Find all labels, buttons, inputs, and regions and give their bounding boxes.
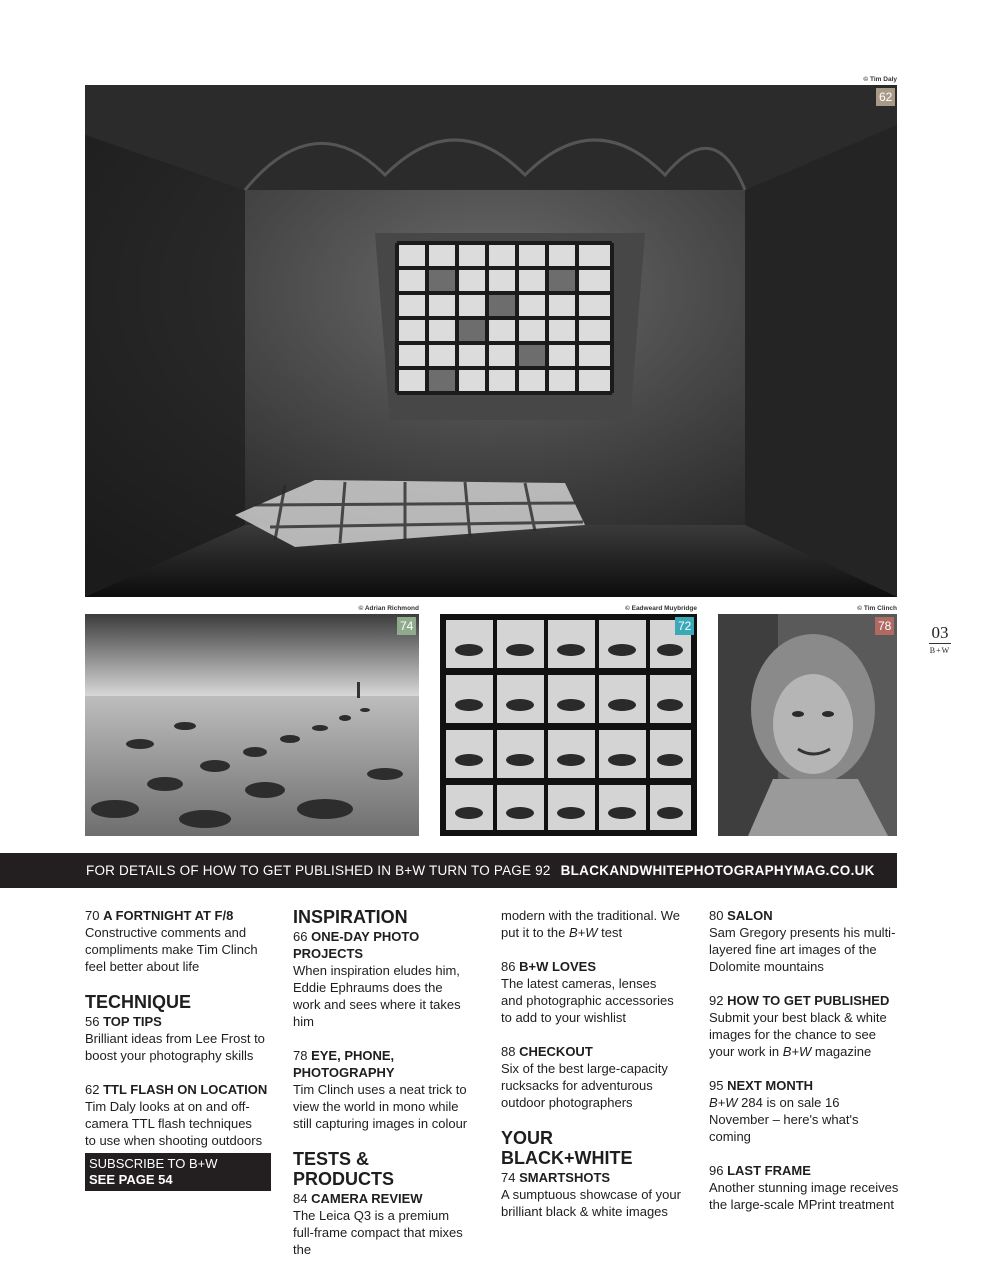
entry-title: NEXT MONTH (727, 1078, 814, 1093)
page-number: 03 (931, 623, 949, 642)
entry-description: Brilliant ideas from Lee Frost to boost your photography skills (85, 1031, 265, 1063)
entry-title: HOW TO GET PUBLISHED (727, 993, 890, 1008)
entry-description: Tim Clinch uses a neat trick to view the world in mono while still capturing images in colour (293, 1082, 468, 1131)
photo-credit-left: © Adrian Richmond (358, 605, 419, 612)
contents-entry[interactable] (85, 1081, 275, 1149)
entry-page: 56 (85, 1014, 100, 1029)
entry-page: 96 (709, 1163, 724, 1178)
entry-page: 66 (293, 929, 308, 944)
entry-title: SMARTSHOTS (519, 1170, 611, 1185)
photo-horse-sequence (440, 614, 697, 836)
entry-title: TOP TIPS (103, 1014, 162, 1029)
entry-description: Tim Daly looks at on and off-camera TTL flash techniques to use when shooting outdoors (85, 1099, 263, 1148)
contents-column-2 (293, 907, 473, 1275)
entry-description: Constructive comments and compliments make Tim Clinch feel better about life (85, 925, 258, 974)
folio-rule (929, 643, 951, 644)
contents-entry[interactable] (501, 1043, 681, 1111)
entry-title: EYE, PHONE, PHOTOGRAPHY (293, 1048, 395, 1080)
page-folio (929, 624, 951, 655)
photo-portrait-woman (718, 614, 897, 836)
section-heading-technique: TECHNIQUE (85, 992, 192, 1012)
contents-entry[interactable] (501, 958, 681, 1026)
contents-column-3 (501, 907, 681, 1237)
contents-entry[interactable] (709, 992, 899, 1060)
subscribe-box[interactable] (85, 1153, 271, 1191)
main-photo-abandoned-room (85, 85, 897, 597)
entry-description: The latest cameras, lenses and photographic accessories to add to your wishlist (501, 976, 674, 1025)
entry-page: 78 (293, 1048, 308, 1063)
entry-description: Six of the best large-capacity rucksacks for adventurous outdoor photographers (501, 1061, 668, 1110)
entry-description: Submit your best black & white images for the chance to see your work in B+W magazine (709, 1010, 887, 1059)
contents-entry[interactable] (709, 1162, 899, 1213)
entry-page: 62 (85, 1082, 100, 1097)
entry-page: 86 (501, 959, 516, 974)
entry-title: SALON (727, 908, 773, 923)
entry-title: CAMERA REVIEW (311, 1191, 423, 1206)
entry-description: The Leica Q3 is a premium full-frame compact that mixes the (293, 1208, 463, 1257)
contents-entry[interactable] (709, 1077, 899, 1145)
contents-entry[interactable] (293, 1047, 473, 1132)
contents-entry[interactable] (293, 928, 473, 1030)
page-badge-middle: 72 (675, 617, 694, 635)
section-heading-tests-products: TESTS & PRODUCTS (293, 1149, 395, 1189)
entry-page: 80 (709, 908, 724, 923)
entry-title: B+W LOVES (519, 959, 597, 974)
entry-title: A FORTNIGHT AT F/8 (103, 908, 234, 923)
entry-description: Another stunning image receives the large-scale MPrint treatment (709, 1180, 899, 1212)
entry-page: 70 (85, 908, 100, 923)
contents-column-4 (709, 907, 899, 1230)
website-link[interactable]: BLACKANDWHITEPHOTOGRAPHYMAG.CO.UK (560, 863, 875, 878)
page-badge-right: 78 (875, 617, 894, 635)
entry-page: 74 (501, 1170, 516, 1185)
entry-description: When inspiration eludes him, Eddie Ephraums does the work and sees where it takes him (293, 963, 461, 1029)
photo-credit-main: © Tim Daly (863, 76, 897, 83)
entry-title: LAST FRAME (727, 1163, 811, 1178)
entry-page: 92 (709, 993, 724, 1008)
contents-entry[interactable] (293, 1190, 473, 1258)
banner-text: FOR DETAILS OF HOW TO GET PUBLISHED IN B+W TURN TO PAGE 92 (86, 863, 551, 878)
contents-entry-continued[interactable] (501, 907, 681, 941)
photo-credit-right: © Tim Clinch (857, 605, 897, 612)
entry-page: 88 (501, 1044, 516, 1059)
contents-entry[interactable] (85, 1013, 275, 1064)
entry-description: modern with the traditional. We put it to the B+W test (501, 908, 680, 940)
section-heading-your-black-white: YOUR BLACK+WHITE (501, 1128, 633, 1168)
contents-column-1 (85, 907, 275, 1191)
photo-seascape (85, 614, 419, 836)
publish-banner (0, 853, 897, 888)
entry-description: B+W 284 is on sale 16 November – here's what's coming (709, 1095, 859, 1144)
entry-page: 95 (709, 1078, 724, 1093)
entry-title: TTL FLASH ON LOCATION (103, 1082, 268, 1097)
entry-description: A sumptuous showcase of your brilliant black & white images (501, 1187, 681, 1219)
entry-page: 84 (293, 1191, 308, 1206)
subscribe-line: SUBSCRIBE TO B+W (89, 1156, 218, 1171)
page-badge-left: 74 (397, 617, 416, 635)
photo-credit-middle: © Eadweard Muybridge (625, 605, 697, 612)
subscribe-page-link: SEE PAGE 54 (89, 1172, 173, 1187)
contents-entry[interactable] (85, 907, 275, 975)
section-heading-inspiration: INSPIRATION (293, 907, 408, 927)
contents-entry[interactable] (501, 1169, 681, 1220)
entry-title: ONE-DAY PHOTO PROJECTS (293, 929, 420, 961)
entry-title: CHECKOUT (519, 1044, 593, 1059)
contents-entry[interactable] (709, 907, 899, 975)
page-badge-main: 62 (876, 88, 895, 106)
folio-mark: B+W (929, 646, 951, 655)
entry-description: Sam Gregory presents his multi-layered fine art images of the Dolomite mountains (709, 925, 896, 974)
